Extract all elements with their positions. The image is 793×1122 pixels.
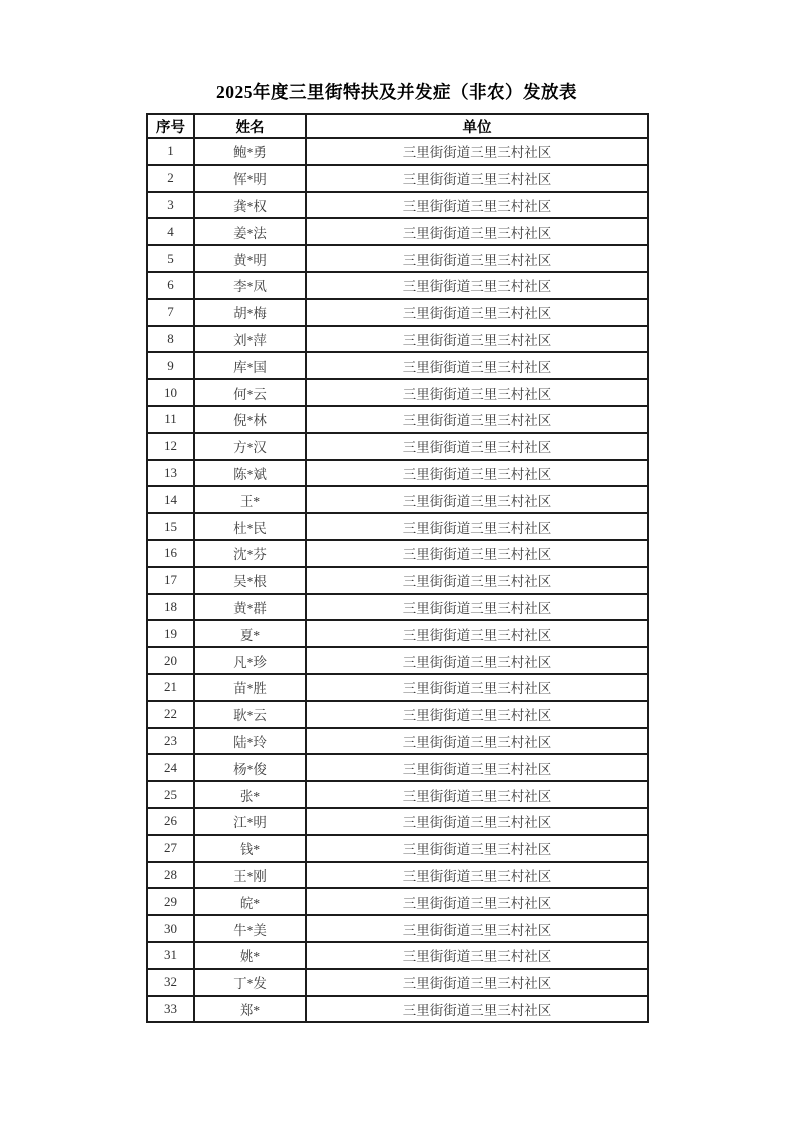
distribution-table (146, 113, 649, 1023)
table-body (147, 138, 648, 1022)
cell-name: 江*明 (194, 808, 306, 835)
cell-serial-number: 31 (147, 942, 194, 969)
cell-serial-number: 32 (147, 969, 194, 996)
table-row (147, 674, 648, 701)
table-row (147, 620, 648, 647)
cell-serial-number: 23 (147, 728, 194, 755)
cell-serial-number: 13 (147, 460, 194, 487)
cell-unit: 三里街街道三里三村社区 (306, 647, 648, 674)
cell-unit: 三里街街道三里三村社区 (306, 969, 648, 996)
header-serial-number: 序号 (147, 114, 194, 138)
cell-name: 牛*美 (194, 915, 306, 942)
cell-serial-number: 27 (147, 835, 194, 862)
cell-name: 倪*林 (194, 406, 306, 433)
table-row (147, 379, 648, 406)
cell-serial-number: 33 (147, 996, 194, 1023)
cell-unit: 三里街街道三里三村社区 (306, 942, 648, 969)
cell-name: 凡*珍 (194, 647, 306, 674)
cell-name: 刘*萍 (194, 326, 306, 353)
cell-name: 何*云 (194, 379, 306, 406)
page-title: 2025年度三里街特扶及并发症（非农）发放表 (216, 82, 577, 102)
cell-serial-number: 10 (147, 379, 194, 406)
header-unit: 单位 (306, 114, 648, 138)
table-row (147, 299, 648, 326)
cell-unit: 三里街街道三里三村社区 (306, 352, 648, 379)
cell-unit: 三里街街道三里三村社区 (306, 379, 648, 406)
cell-unit: 三里街街道三里三村社区 (306, 486, 648, 513)
cell-unit: 三里街街道三里三村社区 (306, 862, 648, 889)
table-row (147, 218, 648, 245)
table-row (147, 326, 648, 353)
cell-name: 吴*根 (194, 567, 306, 594)
cell-name: 恽*明 (194, 165, 306, 192)
cell-serial-number: 19 (147, 620, 194, 647)
cell-serial-number: 18 (147, 594, 194, 621)
cell-unit: 三里街街道三里三村社区 (306, 835, 648, 862)
cell-unit: 三里街街道三里三村社区 (306, 620, 648, 647)
cell-serial-number: 1 (147, 138, 194, 165)
cell-name: 郑* (194, 996, 306, 1023)
cell-serial-number: 24 (147, 754, 194, 781)
table-row (147, 406, 648, 433)
cell-unit: 三里街街道三里三村社区 (306, 433, 648, 460)
cell-name: 张* (194, 781, 306, 808)
cell-unit: 三里街街道三里三村社区 (306, 460, 648, 487)
cell-serial-number: 16 (147, 540, 194, 567)
cell-serial-number: 14 (147, 486, 194, 513)
cell-name: 鲍*勇 (194, 138, 306, 165)
table-row (147, 915, 648, 942)
cell-serial-number: 5 (147, 245, 194, 272)
cell-unit: 三里街街道三里三村社区 (306, 701, 648, 728)
cell-name: 丁*发 (194, 969, 306, 996)
cell-serial-number: 15 (147, 513, 194, 540)
cell-unit: 三里街街道三里三村社区 (306, 272, 648, 299)
cell-name: 胡*梅 (194, 299, 306, 326)
table-row (147, 352, 648, 379)
cell-serial-number: 9 (147, 352, 194, 379)
cell-serial-number: 30 (147, 915, 194, 942)
cell-name: 姚* (194, 942, 306, 969)
cell-serial-number: 4 (147, 218, 194, 245)
table-header-row (147, 114, 648, 138)
cell-name: 黄*明 (194, 245, 306, 272)
cell-name: 钱* (194, 835, 306, 862)
cell-unit: 三里街街道三里三村社区 (306, 567, 648, 594)
table-row (147, 594, 648, 621)
cell-name: 杨*俊 (194, 754, 306, 781)
cell-serial-number: 21 (147, 674, 194, 701)
cell-serial-number: 28 (147, 862, 194, 889)
cell-unit: 三里街街道三里三村社区 (306, 540, 648, 567)
cell-name: 耿*云 (194, 701, 306, 728)
cell-unit: 三里街街道三里三村社区 (306, 192, 648, 219)
cell-name: 王*刚 (194, 862, 306, 889)
header-name: 姓名 (194, 114, 306, 138)
cell-unit: 三里街街道三里三村社区 (306, 406, 648, 433)
cell-unit: 三里街街道三里三村社区 (306, 218, 648, 245)
cell-unit: 三里街街道三里三村社区 (306, 165, 648, 192)
cell-name: 陆*玲 (194, 728, 306, 755)
table-row (147, 701, 648, 728)
cell-unit: 三里街街道三里三村社区 (306, 754, 648, 781)
cell-name: 皖* (194, 888, 306, 915)
table-row (147, 862, 648, 889)
cell-name: 姜*法 (194, 218, 306, 245)
cell-serial-number: 7 (147, 299, 194, 326)
cell-name: 沈*芬 (194, 540, 306, 567)
table-row (147, 567, 648, 594)
cell-serial-number: 3 (147, 192, 194, 219)
cell-unit: 三里街街道三里三村社区 (306, 781, 648, 808)
cell-unit: 三里街街道三里三村社区 (306, 594, 648, 621)
table-row (147, 460, 648, 487)
cell-name: 库*国 (194, 352, 306, 379)
cell-name: 王* (194, 486, 306, 513)
cell-unit: 三里街街道三里三村社区 (306, 138, 648, 165)
table-row (147, 513, 648, 540)
cell-name: 龚*权 (194, 192, 306, 219)
cell-unit: 三里街街道三里三村社区 (306, 728, 648, 755)
cell-unit: 三里街街道三里三村社区 (306, 245, 648, 272)
table-row (147, 486, 648, 513)
cell-serial-number: 22 (147, 701, 194, 728)
cell-serial-number: 11 (147, 406, 194, 433)
cell-serial-number: 8 (147, 326, 194, 353)
cell-unit: 三里街街道三里三村社区 (306, 674, 648, 701)
table-row (147, 647, 648, 674)
table-row (147, 138, 648, 165)
table-row (147, 540, 648, 567)
cell-name: 黄*群 (194, 594, 306, 621)
cell-serial-number: 6 (147, 272, 194, 299)
table-row (147, 192, 648, 219)
table-row (147, 754, 648, 781)
cell-serial-number: 25 (147, 781, 194, 808)
table-row (147, 272, 648, 299)
cell-name: 夏* (194, 620, 306, 647)
cell-unit: 三里街街道三里三村社区 (306, 326, 648, 353)
table-row (147, 781, 648, 808)
cell-name: 陈*斌 (194, 460, 306, 487)
cell-name: 李*凤 (194, 272, 306, 299)
cell-unit: 三里街街道三里三村社区 (306, 808, 648, 835)
table-row (147, 165, 648, 192)
table-row (147, 808, 648, 835)
table-row (147, 969, 648, 996)
cell-unit: 三里街街道三里三村社区 (306, 996, 648, 1023)
cell-name: 方*汉 (194, 433, 306, 460)
cell-name: 苗*胜 (194, 674, 306, 701)
cell-serial-number: 2 (147, 165, 194, 192)
table-row (147, 888, 648, 915)
cell-serial-number: 20 (147, 647, 194, 674)
cell-unit: 三里街街道三里三村社区 (306, 513, 648, 540)
table-row (147, 942, 648, 969)
table-row (147, 728, 648, 755)
cell-serial-number: 12 (147, 433, 194, 460)
cell-unit: 三里街街道三里三村社区 (306, 299, 648, 326)
cell-serial-number: 29 (147, 888, 194, 915)
table-row (147, 996, 648, 1023)
cell-unit: 三里街街道三里三村社区 (306, 915, 648, 942)
cell-name: 杜*民 (194, 513, 306, 540)
table-row (147, 245, 648, 272)
cell-unit: 三里街街道三里三村社区 (306, 888, 648, 915)
cell-serial-number: 26 (147, 808, 194, 835)
table-row (147, 835, 648, 862)
cell-serial-number: 17 (147, 567, 194, 594)
table-row (147, 433, 648, 460)
